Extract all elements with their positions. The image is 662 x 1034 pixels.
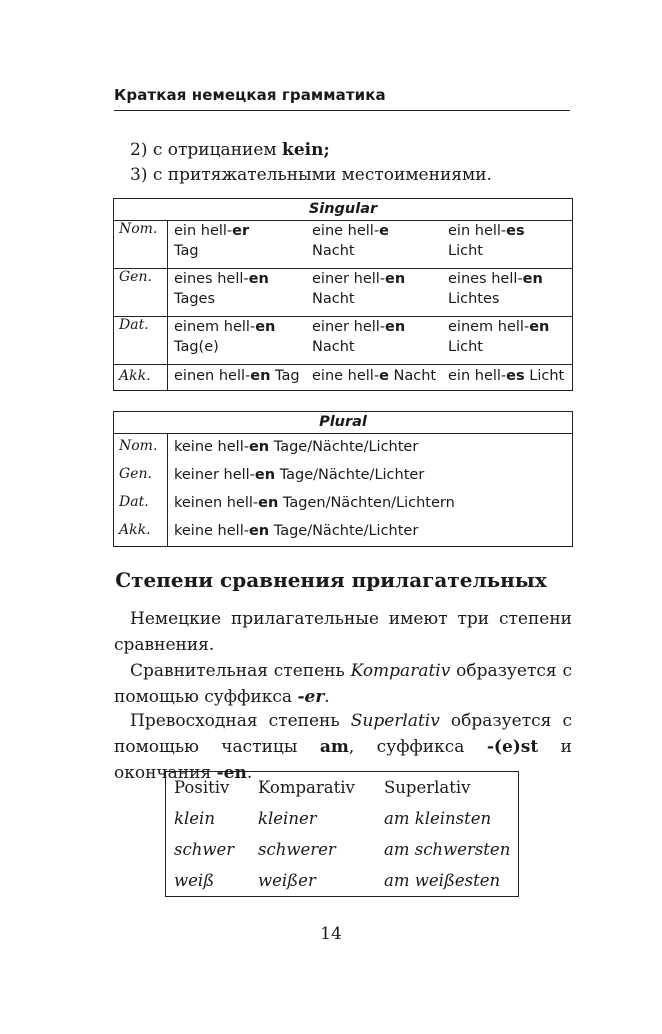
table-cell: einer hell-en Nacht <box>312 319 406 355</box>
plural-table <box>113 411 573 547</box>
table-cell: eines hell-en Lichtes <box>448 271 543 307</box>
table-cell: ein hell-es Licht <box>448 223 525 259</box>
table-row <box>114 269 573 317</box>
row-cells <box>168 269 573 317</box>
table-cell: einem hell-en Tag(e) <box>174 319 276 355</box>
table-cell: keiner hell-en Tage/Nächte/Lichter <box>168 462 573 490</box>
table-cell: am kleinsten <box>384 809 492 828</box>
table-cell: eines hell-en Tages <box>174 271 269 307</box>
running-head: Краткая немецкая грамматика <box>114 86 386 104</box>
case-label: Gen. <box>114 462 168 490</box>
header-rule <box>114 110 570 111</box>
list-item <box>130 140 330 160</box>
case-label: Gen. <box>114 269 168 317</box>
table-cell: keine hell-en Tage/Nächte/Lichter <box>168 434 573 463</box>
table-cell: ein hell-er Tag <box>174 223 250 259</box>
table-cell: ein hell-es Licht <box>448 368 565 384</box>
table-row <box>114 365 573 391</box>
paragraph: Превосходная степень Superlativ образуется с помощью частицы am, суффикса -(e)st и окончания -en. <box>114 711 572 783</box>
table-cell: kleiner <box>258 809 317 828</box>
row-cells <box>168 317 573 365</box>
table-cell: einem hell-en Licht <box>448 319 550 355</box>
table-cell: einer hell-en Nacht <box>312 271 406 307</box>
table-row <box>166 772 519 804</box>
singular-table <box>113 198 573 391</box>
case-label: Dat. <box>114 317 168 365</box>
table-cell: klein <box>174 809 215 828</box>
case-label: Dat. <box>114 490 168 518</box>
case-label: Nom. <box>114 434 168 463</box>
table-header-cell: Positiv <box>174 778 230 797</box>
table-cell: schwerer <box>258 840 336 859</box>
table-row <box>166 803 519 834</box>
table-cell: am weißesten <box>384 871 501 890</box>
table-cell: keinen hell-en Tagen/Nächten/Lichtern <box>168 490 573 518</box>
page-number: 14 <box>320 924 342 944</box>
table-row <box>166 834 519 865</box>
table-cell: schwer <box>174 840 235 859</box>
paragraph: Немецкие прилагательные имеют три степени сравнения. <box>114 609 572 655</box>
list-item-text: 3) с притяжательными местоимениями. <box>130 165 492 185</box>
table-header-cell: Superlativ <box>384 778 471 797</box>
comparison-table <box>165 771 519 897</box>
paragraph: Сравнительная степень Komparativ образуется с помощью суффикса -er. <box>114 661 572 707</box>
table-cell: einen hell-en Tag <box>174 368 300 384</box>
table-cell: eine hell-e Nacht <box>312 368 437 384</box>
table-row <box>114 462 573 490</box>
list-item-text: 2) с отрицанием <box>130 140 283 160</box>
row-cells <box>168 365 573 391</box>
table-cell: keine hell-en Tage/Nächte/Lichter <box>168 518 573 547</box>
case-label: Nom. <box>114 221 168 269</box>
table-row <box>114 221 573 269</box>
table-row <box>114 490 573 518</box>
table-row <box>166 865 519 897</box>
singular-header: Singular <box>114 199 573 221</box>
list-item-bold: kein; <box>282 140 330 160</box>
table-cell: weißer <box>258 871 316 890</box>
plural-header: Plural <box>114 412 573 434</box>
row-cells <box>168 221 573 269</box>
case-label: Akk. <box>114 365 168 391</box>
table-row <box>114 317 573 365</box>
table-cell: am schwersten <box>384 840 511 859</box>
table-row <box>114 434 573 463</box>
table-cell: eine hell-e Nacht <box>312 223 389 259</box>
case-label: Akk. <box>114 518 168 547</box>
table-row <box>114 518 573 547</box>
list-item <box>130 165 492 185</box>
table-header-cell: Komparativ <box>258 778 355 797</box>
section-title: Степени сравнения прилагательных <box>115 568 547 592</box>
table-cell: weiß <box>174 871 215 890</box>
